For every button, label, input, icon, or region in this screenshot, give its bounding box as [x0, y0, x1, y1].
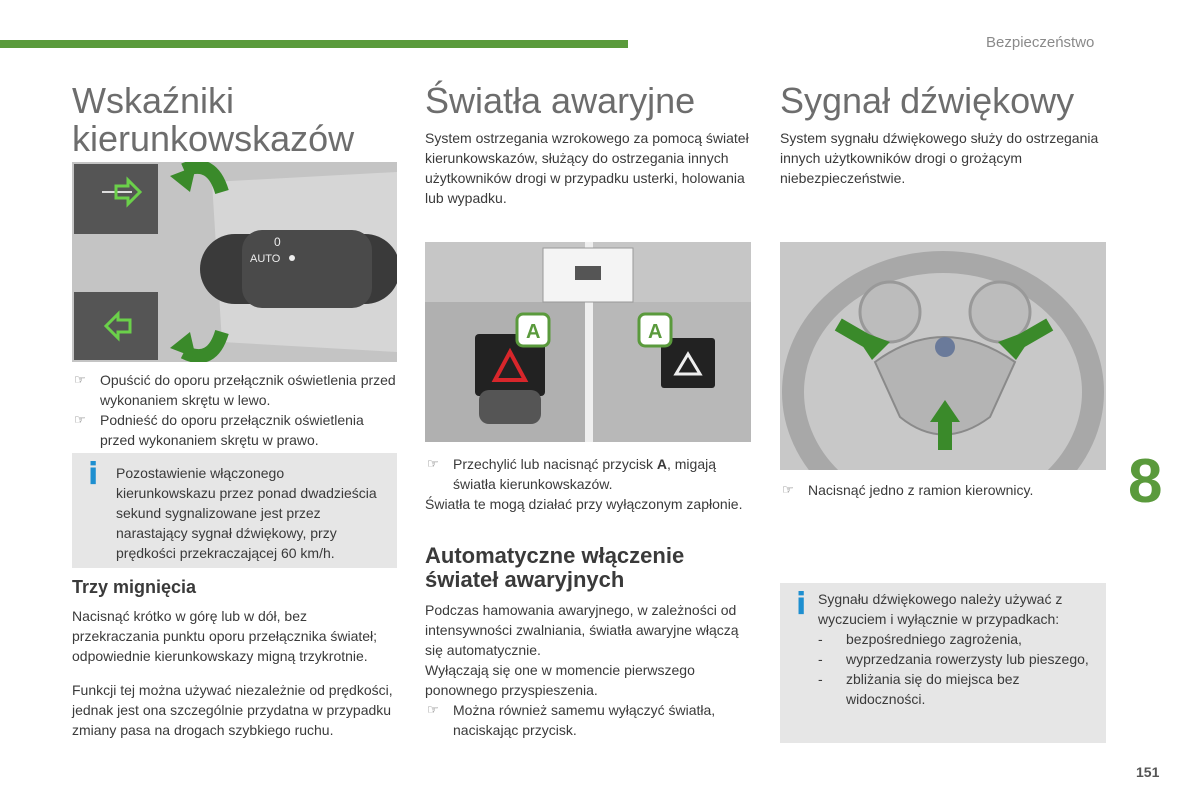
hazard-button-ref: A [656, 456, 667, 472]
info-icon: i [796, 587, 807, 622]
hazard-bullet [425, 454, 755, 494]
indicators-title-line2: kierunkowskazów [72, 118, 355, 159]
hazard-bullet-text2: , migają światła kierunkowskazów. [453, 456, 717, 492]
auto-hazard-heading: Automatyczne włączenie świateł awaryjnych [425, 543, 685, 592]
finger-icon: ☞ [782, 482, 794, 497]
three-flashes-section [72, 576, 397, 740]
horn-info-item: - bezpośredniego zagrożenia, [818, 631, 1022, 647]
finger-icon: ☞ [427, 702, 439, 717]
finger-icon: ☞ [427, 456, 439, 471]
indicator-info-text: Pozostawienie włączonego kierunkowskazu przez ponad dwadzieścia sekund sygnalizowane jest przez narastający sygnał dźwiękowy, przy prędkości przekraczającej 60 km/h. [116, 465, 377, 561]
horn-info-content [818, 589, 1094, 709]
page-number: 151 [1136, 764, 1160, 780]
horn-bullet [780, 480, 1106, 500]
chapter-number: 8 [1128, 447, 1163, 516]
finger-icon: ☞ [74, 372, 86, 387]
three-flashes-para1: Nacisnąć krótko w górę lub w dół, bez przekraczania punktu oporu przełącznika świateł; odpowiednie kierunkowskazy migną trzykrotnie. [72, 608, 378, 664]
horn-info-box [780, 583, 1106, 743]
hazard-diagram [425, 242, 751, 442]
horn-bullet-text: Nacisnąć jedno z ramion kierownicy. [808, 482, 1034, 498]
indicator-bullets [72, 370, 397, 450]
indicators-title-line1: Wskaźniki [72, 80, 235, 121]
hazard-title: Światła awaryjne [425, 80, 696, 121]
bullet-right-turn-text: Podnieść do oporu przełącznik oświetlenia przed wykonaniem skrętu w prawo. [100, 412, 364, 448]
horn-info-item: - zbliżania się do miejsca bez widoczności. [818, 671, 1020, 707]
bullet-left-turn-text: Opuścić do oporu przełącznik oświetlenia przed wykonaniem skrętu w lewo. [100, 372, 396, 408]
horn-info-item: - wyprzedzania rowerzysty lub pieszego, [818, 651, 1089, 667]
horn-info-item-text: bezpośredniego zagrożenia, [846, 631, 1022, 647]
hazard-bullet-text1: Przechylić lub nacisnąć przycisk [453, 456, 657, 472]
auto-hazard-bullet-text: Można również samemu wyłączyć światła, naciskając przycisk. [453, 702, 716, 738]
hazard-instructions [425, 454, 755, 514]
horn-bullet-item [780, 480, 1106, 500]
steering-wheel-illustration [780, 242, 1106, 470]
indicators-title [72, 82, 354, 158]
hazard-note: Światła te mogą działać przy wyłączonym zapłonie. [425, 496, 743, 512]
info-icon: i [88, 457, 99, 492]
three-flashes-para2: Funkcji tej można używać niezależnie od prędkości, jednak jest ona szczególnie przydatna w przypadku zmiany pasa na drogach szybkiego ruchu. [72, 682, 393, 738]
auto-hazard-bullet [425, 700, 755, 740]
hazard-intro: System ostrzegania wzrokowego za pomocą świateł kierunkowskazów, służący do ostrzegania innych użytkowników drogi w przypadku usterki, holowania lub wypadku. [425, 130, 749, 206]
callout-a-right: A [648, 321, 663, 343]
callout-a-left: A [526, 321, 541, 343]
horn-intro: System sygnału dźwiękowego służy do ostrzegania innych użytkowników drogi o grożącym niebezpieczeństwie. [780, 130, 1099, 186]
horn-info-intro: Sygnału dźwiękowego należy używać z wyczuciem i wyłącznie w przypadkach: [818, 591, 1063, 627]
three-flashes-heading: Trzy mignięcia [72, 577, 197, 597]
section-label: Bezpieczeństwo [986, 34, 1095, 51]
header-accent-bar [0, 40, 628, 48]
bullet-left-turn [72, 370, 397, 410]
auto-hazard-para2: Wyłączają się one w momencie pierwszego ponownego przyspieszenia. [425, 662, 695, 698]
horn-info-item-text: wyprzedzania rowerzysty lub pieszego, [846, 651, 1089, 667]
horn-info-item-text: zbliżania się do miejsca bez widoczności. [846, 671, 1020, 707]
finger-icon: ☞ [74, 412, 86, 427]
logo-icon [935, 337, 955, 357]
stalk-auto-label: AUTO [250, 253, 281, 265]
horn-title: Sygnał dźwiękowy [780, 80, 1075, 121]
stalk-zero-label: 0 [274, 235, 281, 249]
indicator-stalk-illustration [72, 162, 397, 362]
auto-hazard-section [425, 544, 755, 740]
bullet-right-turn [72, 410, 397, 450]
indicator-info-box [72, 453, 397, 568]
stalk-diagram [72, 162, 397, 362]
auto-hazard-para1: Podczas hamowania awaryjnego, w zależności od intensywności zwalniania, światła awaryjne włączą się automatycznie. [425, 602, 739, 658]
steering-wheel-diagram [780, 242, 1106, 470]
hazard-button-illustration [425, 242, 751, 442]
